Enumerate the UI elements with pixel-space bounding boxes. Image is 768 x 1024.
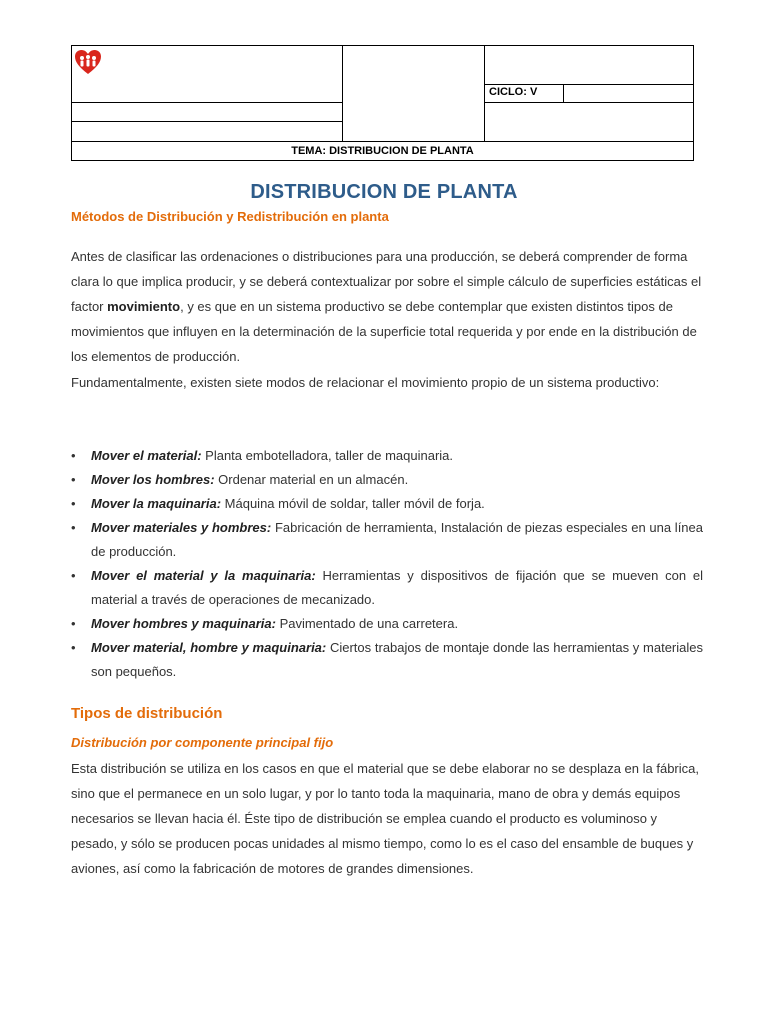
list-item-text: Ciertos trabajos de montaje donde las herramientas y materiales son pequeños. [91, 640, 703, 679]
list-item-label: Mover materiales y hombres: [91, 520, 272, 535]
list-item-label: Mover la maquinaria: [91, 496, 222, 511]
list-item [71, 612, 703, 636]
list-item [71, 516, 703, 564]
red-heart-people-logo-icon [74, 48, 102, 76]
bullet-icon: • [71, 520, 76, 535]
bullet-icon: • [71, 568, 76, 583]
list-item-label: Mover hombres y maquinaria: [91, 616, 276, 631]
list-item [71, 492, 703, 516]
list-item-text: Fabricación de herramienta, Instalación de piezas especiales en una línea de producción. [91, 520, 703, 559]
list-item-label: Mover el material: [91, 448, 202, 463]
document-subtitle: Métodos de Distribución y Redistribución en planta [71, 209, 389, 224]
intro-paragraph [71, 244, 703, 369]
list-item-label: Mover material, hombre y maquinaria: [91, 640, 327, 655]
topic-label: TEMA: DISTRIBUCION DE PLANTA [291, 145, 474, 157]
list-item-label: Mover los hombres: [91, 472, 215, 487]
list-item [71, 564, 703, 612]
list-item-label: Mover el material y la maquinaria: [91, 568, 316, 583]
section-paragraph: Esta distribución se utiliza en los casos en que el material que se debe elaborar no se desplaza en la fábrica, sino que el permanece en un solo lugar, y por lo tanto toda la maquinaria, mano de obra y demás equipos necesarios se llevan hacia él. Éste tipo de distribución se emplea cuando el producto es voluminoso y pesado, y sólo se producen pocas unidades al mismo tiempo, como lo es el caso del ensamble de buques y aviones, así como la fabricación de motores de grandes dimensiones. [71, 761, 699, 876]
list-item [71, 636, 703, 684]
list-item-text: Máquina móvil de soldar, taller móvil de forja. [221, 496, 485, 511]
subsection-heading: Distribución por componente principal fijo [71, 735, 334, 750]
list-item-text: Ordenar material en un almacén. [214, 472, 409, 487]
intro-text-part2: , y es que en un sistema productivo se debe contemplar que existen distintos tipos de movimientos que influyen en la determinación de la superficie total requerida y por ende en la distribución de los elementos de producción. [71, 299, 697, 364]
list-item-text: Planta embotelladora, taller de maquinaria. [201, 448, 454, 463]
bullet-icon: • [71, 448, 76, 463]
intro-text-part1: Antes de clasificar las ordenaciones o distribuciones para una producción, se deberá comprender de forma clara lo que implica producir, y se deberá contextualizar por sobre el simple cálculo de superficies estáticas el factor [71, 249, 702, 314]
intro-bold-word: movimiento [107, 299, 181, 314]
intro-paragraph-2: Fundamentalmente, existen siete modos de relacionar el movimiento propio de un sistema productivo: [71, 375, 660, 390]
bullet-icon: • [71, 496, 76, 511]
list-item-text: Pavimentado de una carretera. [275, 616, 459, 631]
list-item-text: Herramientas y dispositivos de fijación que se mueven con el material a través de operaciones de mecanizado. [91, 568, 703, 607]
document-title: DISTRIBUCION DE PLANTA [250, 181, 518, 203]
bullet-icon: • [71, 616, 76, 631]
list-item [71, 468, 703, 492]
list-item [71, 444, 703, 468]
bullet-icon: • [71, 472, 76, 487]
movement-list [71, 444, 703, 684]
bullet-icon: • [71, 640, 76, 655]
section-heading: Tipos de distribución [71, 705, 223, 722]
cycle-label: CICLO: V [489, 86, 538, 98]
